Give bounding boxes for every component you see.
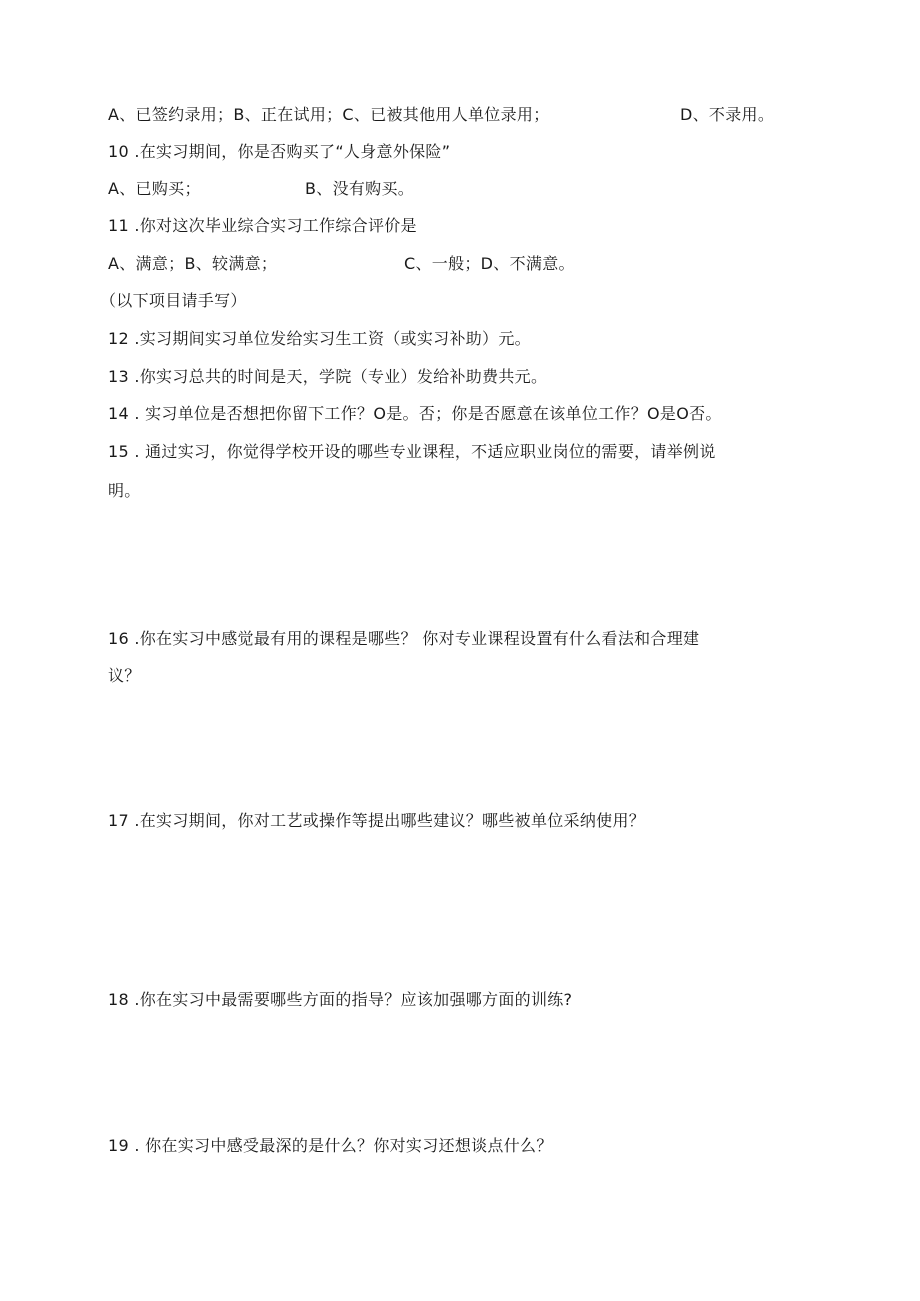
question-text: . 通过实习，你觉得学校开设的哪些专业课程，不适应职业岗位的需要，请举例说 bbox=[134, 442, 716, 461]
question-text: .在实习期间，你对工艺或操作等提出哪些建议？哪些被单位采纳使用？ bbox=[134, 811, 646, 830]
q10-option-a: A、已购买； bbox=[108, 179, 201, 198]
question-number: 16 bbox=[108, 629, 129, 648]
handwrite-note: （以下项目请手写） bbox=[100, 291, 247, 310]
question-text: .你对这次毕业综合实习工作综合评价是 bbox=[134, 216, 417, 235]
question-text: .你实习总共的时间是天，学院（专业）发给补助费共元。 bbox=[134, 367, 548, 386]
question-text: .实习期间实习单位发给实习生工资（或实习补助）元。 bbox=[134, 329, 531, 348]
question-12 bbox=[108, 328, 531, 350]
question-number: 15 bbox=[108, 442, 129, 461]
question-number: 17 bbox=[108, 811, 129, 830]
question-number: 10 bbox=[108, 142, 129, 161]
question-11 bbox=[108, 215, 417, 237]
question-number: 18 bbox=[108, 990, 129, 1009]
q10-option-b: B、没有购买。 bbox=[305, 179, 415, 198]
question-18 bbox=[108, 989, 572, 1011]
question-text: .你在实习中最需要哪些方面的指导？应该加强哪方面的训练? bbox=[134, 990, 573, 1009]
question-text: . 你在实习中感受最深的是什么？你对实习还想谈点什么？ bbox=[134, 1136, 553, 1155]
q9-option-d: D、不录用。 bbox=[680, 105, 775, 124]
question-number: 19 bbox=[108, 1136, 129, 1155]
question-text: .你在实习中感觉最有用的课程是哪些？ 你对专业课程设置有什么看法和合理建 bbox=[134, 629, 700, 648]
question-15-continuation: 明。 bbox=[108, 481, 141, 500]
question-13 bbox=[108, 366, 547, 388]
question-16-continuation: 议？ bbox=[108, 666, 141, 685]
question-number: 13 bbox=[108, 367, 129, 386]
question-10 bbox=[108, 141, 450, 163]
q9-option-abc: A、已签约录用；B、正在试用；C、已被其他用人单位录用； bbox=[108, 105, 550, 124]
q11-option-cd: C、一般；D、不满意。 bbox=[404, 254, 575, 273]
question-number: 14 bbox=[108, 404, 129, 423]
question-number: 12 bbox=[108, 329, 129, 348]
question-14 bbox=[108, 403, 722, 425]
question-19 bbox=[108, 1135, 553, 1157]
question-15 bbox=[108, 441, 716, 463]
question-text: .在实习期间，你是否购买了“人身意外保险” bbox=[134, 142, 451, 161]
question-16 bbox=[108, 628, 699, 650]
q11-option-ab: A、满意；B、较满意； bbox=[108, 254, 278, 273]
question-17 bbox=[108, 810, 645, 832]
question-number: 11 bbox=[108, 216, 129, 235]
question-text: . 实习单位是否想把你留下工作？O是。否；你是否愿意在该单位工作？O是O否。 bbox=[134, 404, 722, 423]
